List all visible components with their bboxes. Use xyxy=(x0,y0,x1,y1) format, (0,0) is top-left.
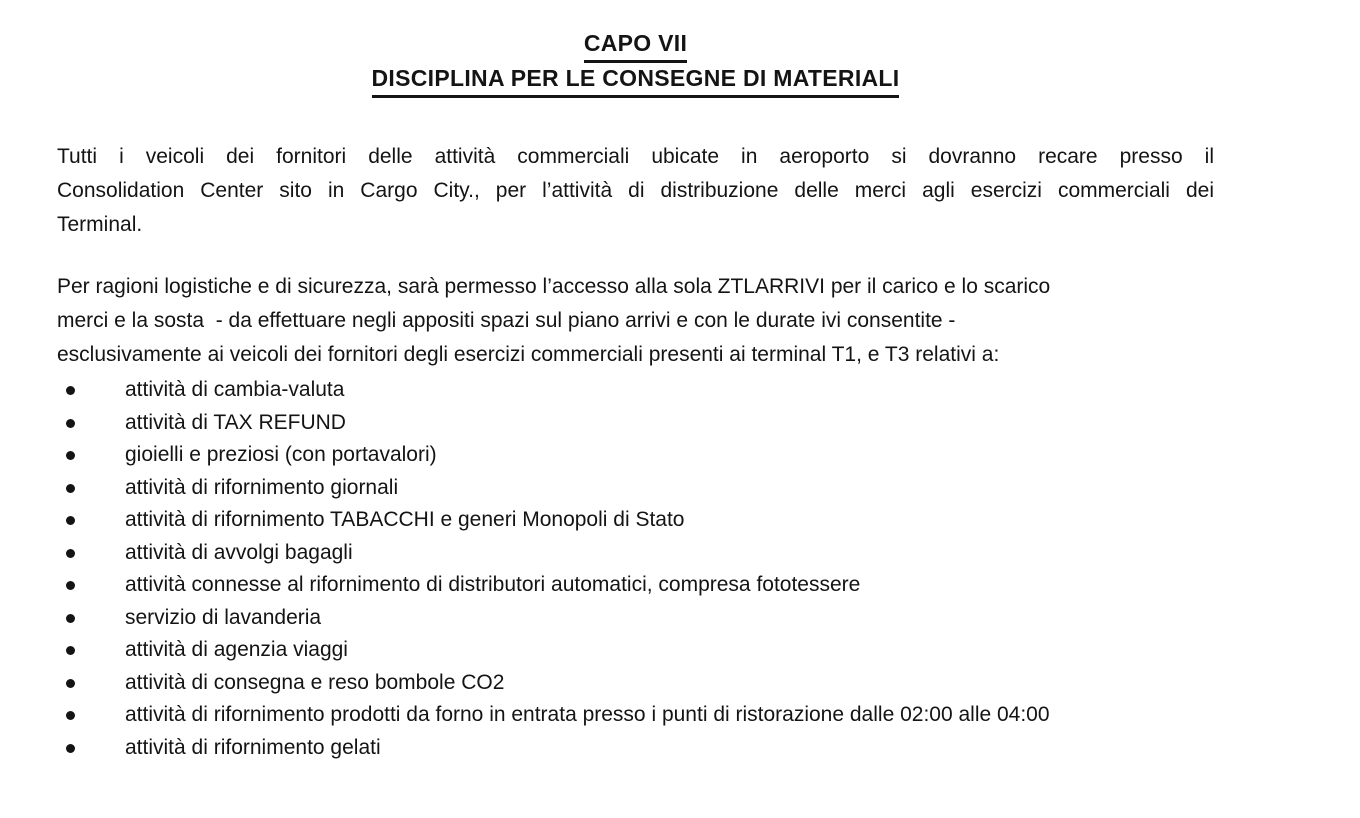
list-item xyxy=(57,602,1214,635)
list-item-text: attività di rifornimento gelati xyxy=(125,735,381,759)
bullet-icon xyxy=(66,711,75,720)
list-item-text: attività di agenzia viaggi xyxy=(125,638,348,661)
list-item xyxy=(57,537,1214,570)
chapter-title-line1: CAPO VII xyxy=(57,28,1214,63)
bullet-icon xyxy=(66,646,75,655)
bullet-icon xyxy=(66,419,75,428)
list-item xyxy=(57,407,1214,440)
bullet-icon xyxy=(66,484,75,493)
activities-list xyxy=(57,374,1214,764)
list-item-text: attività di rifornimento prodotti da forno in entrata presso i punti di ristorazione dalle 02:00 alle 04:00 xyxy=(125,703,1050,726)
access-rules-paragraph xyxy=(57,270,1214,372)
intro-paragraph xyxy=(57,140,1214,242)
list-item-text: attività di rifornimento giornali xyxy=(125,475,399,499)
list-item xyxy=(57,634,1214,667)
list-item-text: attività di rifornimento TABACCHI e generi Monopoli di Stato xyxy=(125,508,685,531)
paragraph-line: Per ragioni logistiche e di sicurezza, sarà permesso l’accesso alla sola ZTLARRIVI per il carico e lo scarico xyxy=(57,275,1051,298)
paragraph-line: esclusivamente ai veicoli dei fornitori degli esercizi commerciali presenti ai terminal T1, e T3 relativi a: xyxy=(57,343,1000,366)
paragraph-line: merci e la sosta - da effettuare negli appositi spazi sul piano arrivi e con le durate ivi consentite - xyxy=(57,309,956,332)
chapter-title xyxy=(57,28,1214,98)
bullet-icon xyxy=(66,744,75,753)
bullet-icon xyxy=(66,614,75,623)
list-item-text: attività di cambia-valuta xyxy=(125,378,345,401)
bullet-icon xyxy=(66,581,75,590)
list-item xyxy=(57,667,1214,700)
list-item-text: attività di TAX REFUND xyxy=(125,410,346,434)
bullet-icon xyxy=(66,516,75,525)
list-item xyxy=(57,374,1214,407)
chapter-title-line2: DISCIPLINA PER LE CONSEGNE DI MATERIALI xyxy=(57,63,1214,98)
list-item xyxy=(57,569,1214,602)
list-item-text: attività connesse al rifornimento di distributori automatici, compresa fototessere xyxy=(125,573,861,596)
paragraph-line: Consolidation Center sito in Cargo City., per l’attività di distribuzione delle merci agli esercizi commerciali dei xyxy=(57,179,1214,202)
bullet-icon xyxy=(66,451,75,460)
bullet-icon xyxy=(66,386,75,395)
list-item-text: attività di consegna e reso bombole CO2 xyxy=(125,670,505,694)
list-item-text: gioielli e preziosi (con portavalori) xyxy=(125,443,437,466)
list-item xyxy=(57,732,1214,765)
list-item xyxy=(57,472,1214,505)
paragraph-line: Tutti i veicoli dei fornitori delle attività commerciali ubicate in aeroporto si dovranno recare presso il xyxy=(57,145,1214,168)
list-item-text: servizio di lavanderia xyxy=(125,605,322,629)
list-item xyxy=(57,504,1214,537)
bullet-icon xyxy=(66,679,75,688)
list-item xyxy=(57,699,1214,732)
list-item xyxy=(57,439,1214,472)
bullet-icon xyxy=(66,549,75,558)
paragraph-line: Terminal. xyxy=(57,213,143,236)
list-item-text: attività di avvolgi bagagli xyxy=(125,540,353,564)
